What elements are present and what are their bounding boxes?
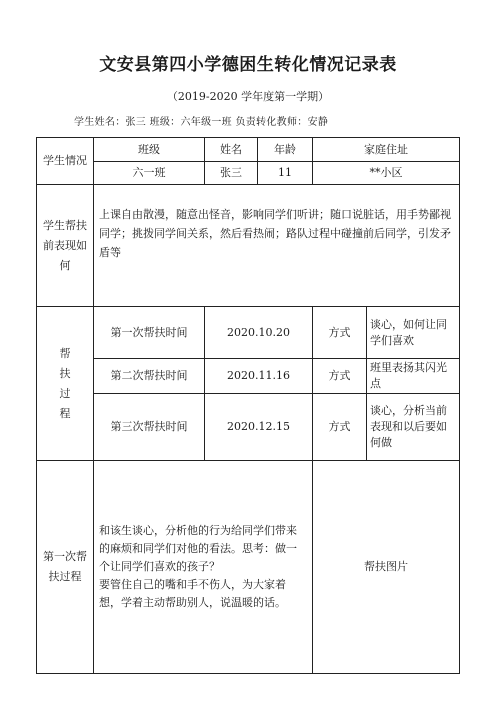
header-class: 班级	[94, 138, 205, 162]
session-2-date: 2020.11.16	[205, 359, 313, 394]
session-2-label: 第二次帮扶时间	[94, 359, 205, 394]
first-process-text	[94, 461, 313, 674]
header-age: 年龄	[258, 138, 313, 162]
session-1-date: 2020.10.20	[205, 307, 313, 359]
before-description: 上课自由散漫，随意出怪音，影响同学们听讲；随口说脏话，用手势鄙视同学；挑拨同学间关系，然后看热闹；路队过程中碰撞前后同学，引发矛盾等	[94, 185, 460, 307]
first-process-label: 第一次帮扶过程	[37, 461, 94, 674]
before-label: 学生帮扶前表现如何	[37, 185, 94, 307]
first-process-paragraph-2: 要管住自己的嘴和手不伤人，为大家着想，学着主动帮助别人，说温暖的话。	[99, 578, 286, 609]
session-2-method-label: 方式	[313, 359, 367, 394]
value-class: 六一班	[94, 162, 205, 185]
value-address: **小区	[313, 162, 460, 185]
session-2-method: 班里表扬其闪光点	[367, 359, 460, 394]
session-1-method: 谈心，如何让同学们喜欢	[367, 307, 460, 359]
value-name: 张三	[205, 162, 258, 185]
photo-label: 帮扶图片	[313, 461, 460, 674]
session-3-method: 谈心，分析当前表现和以后要如何做	[367, 394, 460, 461]
page-title: 文安县第四小学德困生转化情况记录表	[99, 55, 397, 75]
process-label: 帮扶过程	[37, 307, 94, 461]
header-address: 家庭住址	[313, 138, 460, 162]
school-term: （2019-2020 学年度第一学期）	[166, 90, 330, 103]
header-name: 姓名	[205, 138, 258, 162]
session-3-method-label: 方式	[313, 394, 367, 461]
student-info-label: 学生情况	[37, 138, 94, 185]
session-1-label: 第一次帮扶时间	[94, 307, 205, 359]
record-table	[36, 137, 460, 674]
value-age: 11	[258, 162, 313, 185]
student-info-line: 学生姓名：张三 班级：六年级一班 负责转化教师：安静	[74, 117, 329, 128]
first-process-paragraph-1: 和该生谈心，分析他的行为给同学们带来的麻烦和同学们对他的看法。思考：做一个让同学们喜欢的孩子？	[99, 524, 297, 573]
session-3-label: 第三次帮扶时间	[94, 394, 205, 461]
session-3-date: 2020.12.15	[205, 394, 313, 461]
session-1-method-label: 方式	[313, 307, 367, 359]
